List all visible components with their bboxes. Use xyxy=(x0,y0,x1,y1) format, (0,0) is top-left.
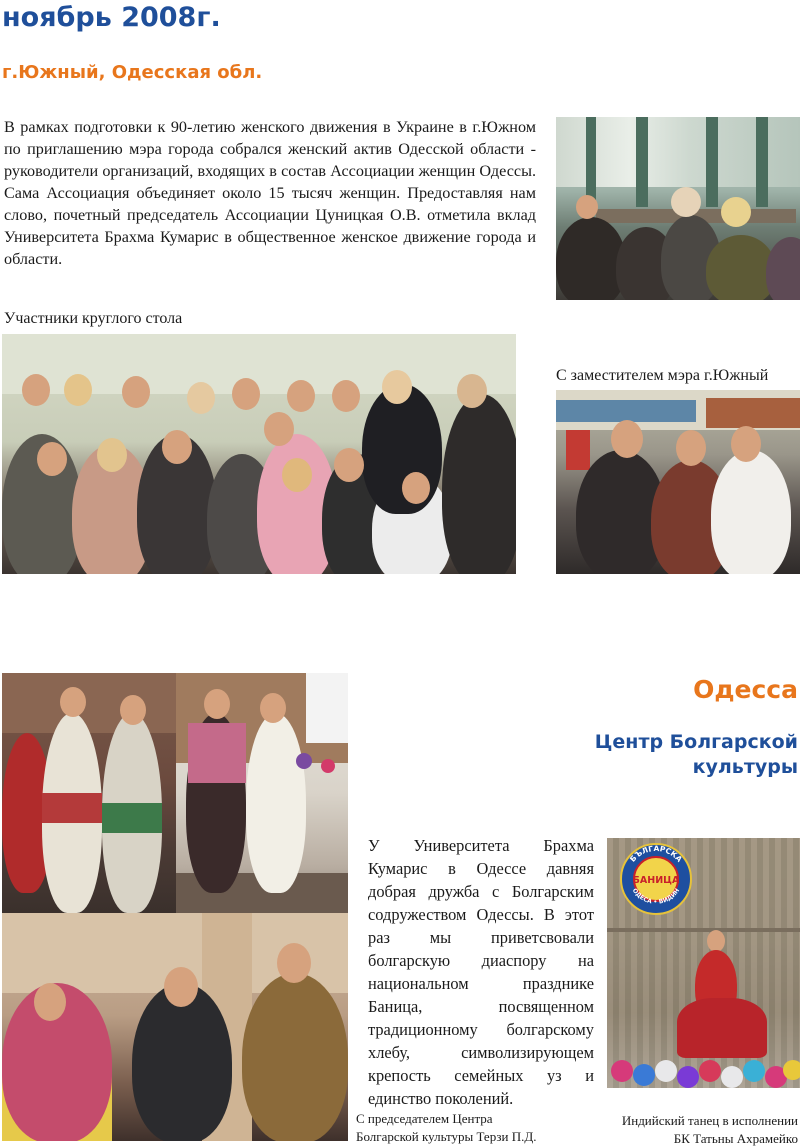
folk-dance-photo xyxy=(2,673,176,913)
bulgarian-center-paragraph: У Университета Брахма Кумарис в Одессе давняя добрая дружба с Болгарским содружеством Одессы. В этот раз мы приветсвовали болгарскую диаспору на национальном празднике Баница, посвященном традиционному болгарскому хлебу, символизирующем крепость семейных уз и единство поколений. xyxy=(368,836,594,1108)
indian-dance-photo xyxy=(607,838,800,1088)
indian-dance-caption-line2: БК Татьны Ахрамейко xyxy=(673,1131,798,1146)
round-table-caption: Участники круглого стола xyxy=(4,310,183,327)
chairman-photo xyxy=(2,913,348,1141)
logo-center-text: БАНИЦА xyxy=(632,875,680,886)
bulgarian-center-text xyxy=(368,834,594,1110)
chairman-caption xyxy=(356,1110,536,1146)
chairman-caption-line2: Болгарской культуры Терзи П.Д. xyxy=(356,1129,537,1144)
indian-dance-caption-line1: Индийский танец в исполнении xyxy=(621,1113,798,1128)
bulgarian-center-title-line2: культуры xyxy=(692,756,798,778)
odessa-title: Одесса xyxy=(693,675,798,704)
bulgarian-center-title-line1: Центр Болгарской xyxy=(594,731,798,753)
article-text xyxy=(4,116,536,270)
group-photo xyxy=(2,334,516,574)
city-title: г.Южный, Одесская обл. xyxy=(2,62,263,83)
conference-photo xyxy=(556,117,800,300)
bulgarian-center-title xyxy=(595,730,798,780)
indian-dance-caption xyxy=(622,1112,798,1148)
deputy-mayor-photo xyxy=(556,390,800,574)
stage-photo xyxy=(176,673,348,913)
chairman-caption-line1: С председателем Центра xyxy=(356,1111,493,1126)
page-date-title: ноябрь 2008г. xyxy=(2,2,221,33)
logo-top-text: БЪЛГАРСКА xyxy=(628,843,684,864)
deputy-mayor-caption: С заместителем мэра г.Южный xyxy=(556,367,769,384)
article-paragraph: В рамках подготовки к 90-летию женского движения в Украине в г.Южном по приглашению мэра города собрался женский актив Одесской области - руководители организаций, входящих в состав Ассоциации женщин Одессы. Сама Ассоциация объединяет около 15 тысяч женщин. Предоставляя нам слово, почетный председатель Ассоциации Цуницкая О.В. отметила вклад Университета Брахма Кумарис в общественное женское движение города и области. xyxy=(4,118,536,268)
logo-bottom-text: ОДЕСА • ВИДИН xyxy=(630,887,682,906)
banitsa-logo xyxy=(619,842,693,916)
